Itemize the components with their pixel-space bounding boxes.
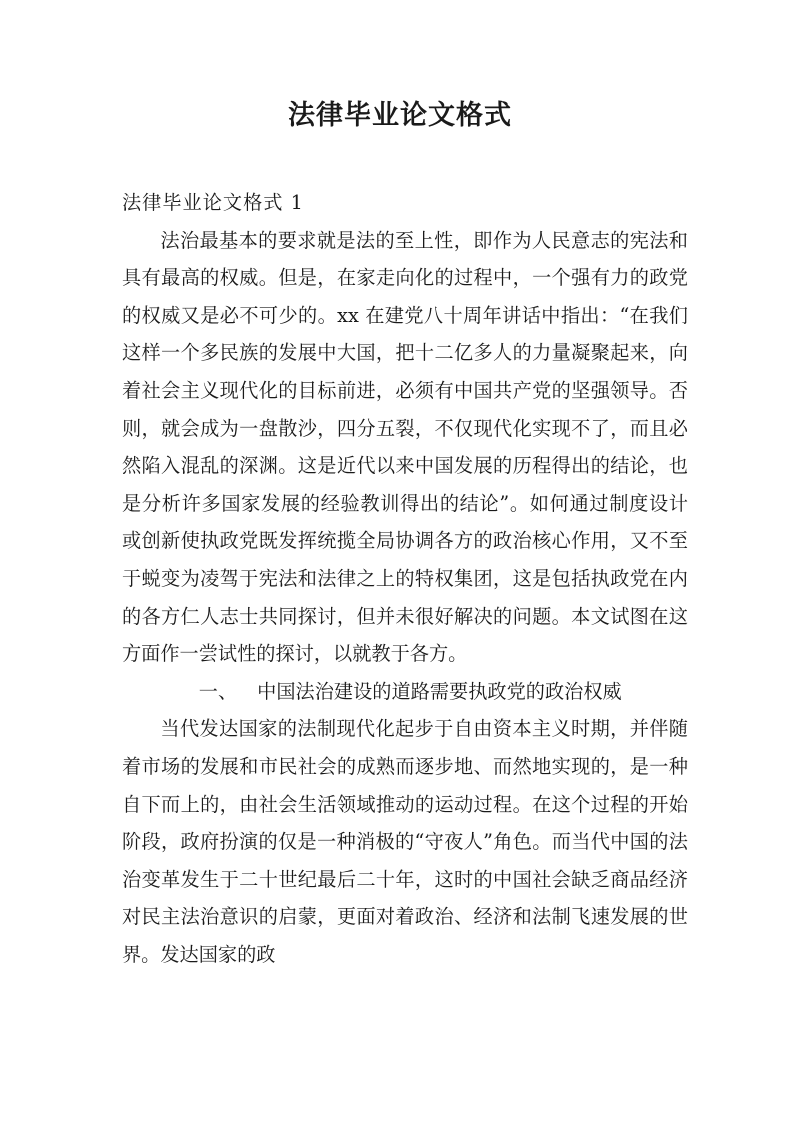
section-paragraph: 当代发达国家的法制现代化起步于自由资本主义时期，并伴随着市场的发展和市民社会的成熟而逐步地、而然地实现的，是一种自下而上的，由社会生活领域推动的运动过程。在这个过程的开始阶段，政府扮演的仅是一种消极的“守夜人”角色。而当代中国的法治变革发生于二十世纪最后二十年，这时的中国社会缺乏商品经济对民主法治意识的启蒙，更面对着政治、经济和法制飞速发展的世界。发达国家的政: [122, 717, 688, 966]
document-title: 法律毕业论文格式: [288, 100, 512, 131]
section-heading: [122, 673, 688, 711]
intro-paragraph: 法治最基本的要求就是法的至上性，即作为人民意志的宪法和具有最高的权威。但是，在家走向化的过程中，一个强有力的政党的权威又是必不可少的。xx 在建党八十周年讲话中指出：“在我们这样一个多民族的发展中大国，把十二亿多人的力量凝聚起来，向着社会主义现代化的目标前进，必须有中国共产党的坚强领导。否则，就会成为一盘散沙，四分五裂，不仅现代化实现不了，而且必然陷入混乱的深渊。这是近代以来中国发展的历程得出的结论，也是分析许多国家发展的经验教训得出的结论”。如何通过制度设计或创新使执政党既发挥统揽全局协调各方的政治核心作用，又不至于蜕变为凌驾于宪法和法律之上的特权集团，这是包括执政党在内的各方仁人志士共同探讨，但并未很好解决的问题。本文试图在这方面作一尝试性的探讨，以就教于各方。: [122, 228, 688, 666]
section-heading-text: 中国法治建设的道路需要执政党的政治权威: [257, 679, 622, 703]
document-body: [122, 184, 688, 973]
section-number: 一、: [198, 679, 238, 703]
document-subtitle: 法律毕业论文格式 1: [122, 191, 304, 214]
